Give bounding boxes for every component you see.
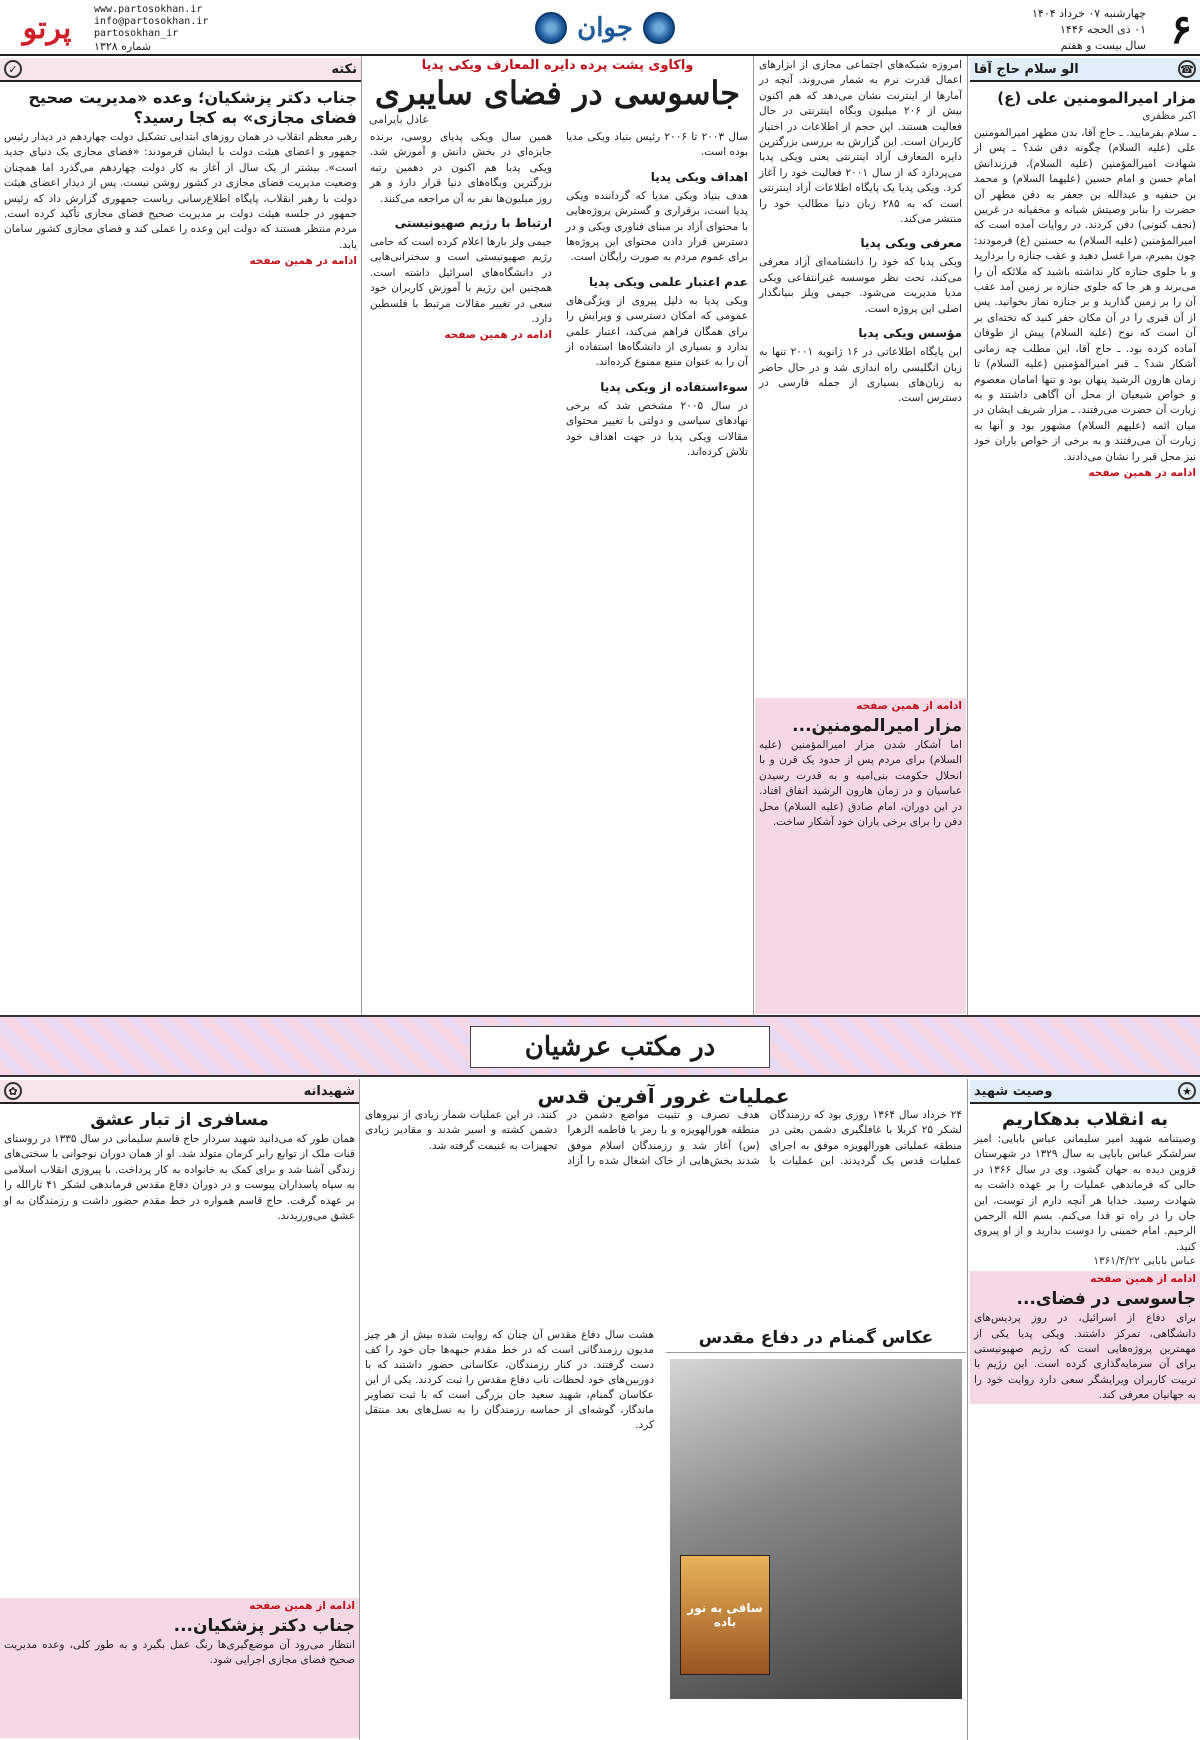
continuation-box — [970, 1271, 1200, 1403]
column-martyrs — [0, 1080, 359, 1738]
subheading: ارتباط با رژیم صهیونیستی — [394, 216, 552, 231]
author-name: عادل بایرامی — [369, 113, 429, 126]
article-body: ویکی پدیا به دلیل پیروی از ویژگی‌های عمومی که امکان دسترسی و ویرایش را برای همگان فراهم می‌کند، اعتبار علمی ندارد و بسیاری از دانشگاه‌ها استفاده از آن را به عنوان منبع ممنوع کرده‌اند. — [566, 294, 748, 369]
contact-block — [94, 4, 208, 40]
article-body: در سال ۲۰۰۵ مشخص شد که برخی نهادهای سیاسی و دولتی با تغییر محتوای مقالات ویکی پدیا در جهت اهداف خود تلاش کرده‌اند. — [566, 399, 748, 459]
column-header — [0, 58, 361, 82]
ornament-icon — [643, 12, 675, 44]
website-link[interactable]: www.partosokhan.ir — [94, 4, 203, 15]
feature-title: جاسوسی در فضای سایبری — [374, 74, 741, 112]
article-body: ویکی پدیا که خود را دانشنامه‌ای آزاد معرفی می‌کند، تحت نظر موسسه غیرانتفاعی ویکی مدیا مدیریت می‌شود. جیمی ویلز بنیانگذار اصلی این پروژه است. — [759, 256, 962, 315]
page-number: ۶ — [1170, 6, 1192, 53]
continue-link[interactable]: ادامه در همین صفحه — [444, 329, 552, 342]
section-banner — [0, 1015, 1200, 1077]
article-body: ۲۴ خرداد سال ۱۳۶۴ روزی بود که رزمندگان لشکر ۲۵ کربلا با غافلگیری دشمن بعثی در منطقه عملیاتی هورالهویزه موفق به اجرای عملیات قدس یک گردیدند. این عملیات با هدف تصرف و تثبیت مواضع دشمن در منطقه هورالهویزه و با رمز یا فاطمه الزهرا (س) آغاز شد و رزمندگان اسلام موفق شدند بخش‌هایی از خاک اشغال شده را آزاد کنند. در این عملیات شمار زیادی از نیروهای دشمن کشته و اسیر شدند و مقادیر زیادی تجهیزات به غنیمت گرفته شد. — [365, 1109, 962, 1168]
medal-icon: ★ — [1178, 1082, 1196, 1100]
column-header — [0, 1080, 359, 1104]
check-icon: ✓ — [4, 60, 22, 78]
continue-label: ادامه از همین صفحه — [856, 700, 962, 712]
article-body: رهبر معظم انقلاب در همان روزهای ابتدایی تشکیل دولت چهاردهم در دیدار رئیس جمهور و اعضای هیئت دولت با ایشان فرمودند: «فضای مجازی یک دنیای جدید است». بیشتر از یک سال از آغاز به کار دولت چهاردهم می‌گذرد اما همچنان وضعیت مدیریت فضای مجازی در کشور روشن نیست. پس از دیدار اعضای هیئت دولت با رهبر انقلاب، پایگاه اطلاع‌رسانی ریاست جمهوری گزارش داد که رئیس جمهور در جلسه هیئت دولت بر مدیریت صحیح فضای مجازی تأکید کرده است. مردم منتظر هستند که دولت این وعده را عملی کند و فضای مجازی کشور سامان یابد. — [4, 131, 357, 251]
social-handle[interactable]: partosokhan_ir — [94, 28, 179, 39]
column-heading: شهیدانه — [303, 1083, 355, 1099]
photographer-photo — [670, 1359, 962, 1699]
subheading: معرفی ویکی پدیا — [860, 236, 962, 251]
column-heading: وصیت شهید — [974, 1083, 1053, 1099]
author-name: اکبر مظفری — [1142, 110, 1196, 122]
article-body: امروزه شبکه‌های اجتماعی مجازی از ابزارهای اعمال قدرت نرم به شمار می‌روند. آنچه در آمارها از اینترنت نشان می‌دهد که هم اکنون بیش از ۲۰۶ میلیون وبگاه اینترنتی در حال فعالیت هستند. این حجم از اطلاعات در اختیار کاربران است. این گزارش به بررسی بزرگترین دایره المعارف آزاد اینترنتی یعنی ویکی پدیا می‌پردازد که از سال ۲۰۰۱ فعالیت خود را آغاز کرد. ویکی پدیا یک پایگاه اطلاعات آزاد اینترنتی است که به ۲۸۵ زبان دنیا مطالب خود را منتشر می‌کند. — [759, 59, 963, 226]
article-body: ـ سلام بفرمایید. ـ حاج آقا، بدن مطهر امیرالمومنین علی (علیه السلام) چگونه دفن شد؟ ـ پس از شهادت امیرالمؤمنین (علیه السلام)، فرزندانش امام حسن و امام حسین (علیهما السلام) و محمد بن حنفیه و عبدالله بن جعفر به دفن مطهر آن حضرت را بنابر وصیتش شبانه و مخفیانه در غریین (نجف کنونی) دفن کردند. در روایات آمده است که امیرالمؤمنین (علیه السلام) به حسنین (ع) فرمودند: چون بمیرم، مرا غسل دهید و عقب جنازه را بردارید و با جلوی جنازه کار نداشته باشید که ملائکه آن را می‌برند و هر جا که جلوی جنازه بر زمین آمد عقب آن را بر زمین گذارید و بر جنازه نماز بخوانید. پس از آن قبری را در آن مکان حفر کنید که تخته‌ای بر آن است که نوح (علیه السلام) پیش از طوفان آماده کرده بود. ـ حاج آقا، این مطلب چه زمانی آشکار شد؟ ـ قبر امیرالمؤمنین (علیه السلام) تا زمان هارون الرشید پنهان بود و تنها امامان معصوم و خواص شیعیان از محل آن آگاهی داشتند و به زیارت آن حضرت می‌رفتند. ـ مزار شریف ایشان در میان ائمه (علیهم السلام) مشهور بود و آنها به زیارت آن می‌رفتند و به برخی از خواص یاران خود نیز محل قبر را نشان می‌دادند. — [974, 127, 1196, 463]
article-body: همین سال ویکی پدیای روسی، برنده جایزه‌ای در بخش دانش و آموزش شد. ویکی پدیا هم اکنون در دهمین رتبه بزرگترین وبگاه‌های دنیا قرار دارد و هر روز میلیون‌ها نفر به آن مراجعه می‌کنند. — [370, 131, 552, 205]
issue-number: شماره ۱۳۲۸ — [94, 40, 152, 53]
hijri-date: ۰۱ ذی الحجه ۱۴۴۶ — [1060, 23, 1146, 36]
phone-icon: ☎ — [1178, 60, 1196, 78]
subheading: اهداف ویکی پدیا — [650, 169, 748, 184]
day-date: چهارشنبه ۰۷ خرداد ۱۴۰۴ — [1032, 7, 1146, 20]
article-body: وصیتنامه شهید امیر سلیمانی عباس بابایی: امیر سرلشکر عباس بابایی به سال ۱۳۲۹ در شهرستان قزوین دیده به جهان گشود. وی در سال ۱۳۶۶ در حالی که فرماندهی عملیات را بر عهده داشت به شهادت رسید. خدایا هر آنچه دارم از توست، این جان را در راه تو فدا می‌کنم. بسم الله الرحمن الرحیم. امام خمینی را دوست بدارید و از او پیروی کنید. — [974, 1133, 1196, 1253]
continue-label: ادامه از همین صفحه — [1090, 1273, 1196, 1286]
signature-line: عباس بابایی ۱۳۶۱/۴/۲۲ — [1093, 1255, 1196, 1268]
article-kicker: واکاوی پشت پرده دایره المعارف ویکی پدیا — [421, 58, 694, 73]
continue-link[interactable]: ادامه در همین صفحه — [249, 255, 357, 268]
continuation-body: انتظار می‌رود آن موضع‌گیری‌ها رنگ عمل بگیرد و به طور کلی، وعده مدیریت صحیح فضای مجازی اجرایی شود. — [4, 1639, 355, 1667]
ornament-icon — [535, 12, 567, 44]
article-body: جیمی ولز بارها اعلام کرده است که حامی رژیم صهیونیستی است و سخنرانی‌هایی در دانشگاه‌های اسرائیل داشته است. همچنین این رژیم با آموزش کاربران خود سعی در تغییر مقالات مرتبط با فلسطین دارد. — [370, 236, 552, 326]
year-label: سال بیست و هفتم — [1060, 39, 1146, 52]
page-header — [0, 0, 1200, 56]
article-title: جناب دکتر پزشکیان؛ وعده «مدیریت صحیح فضای مجازی» به کجا رسید؟ — [28, 88, 357, 127]
subheading: سوءاستفاده از ویکی پدیا — [600, 379, 748, 394]
section-title: جوان — [577, 13, 633, 43]
article-title: مزار امیرالمومنین علی (ع) — [997, 89, 1196, 107]
date-block — [1032, 6, 1146, 54]
continuation-body: اما آشکار شدن مزار امیرالمؤمنین (علیه السلام) برای مردم پس از حدود یک قرن و با انحلال حکومت بنی‌امیه و به قدرت رسیدن عباسیان و در زمان هارون الرشید اتفاق افتاد. در این دوران، امام صادق (علیه السلام) محل دفن را برای برخی یاران خود آشکار ساخت. — [759, 739, 962, 829]
column-ask-cleric — [970, 58, 1200, 1014]
column-note — [0, 58, 361, 1014]
continue-label: ادامه از همین صفحه — [249, 1600, 355, 1612]
section-title-block — [520, 8, 690, 48]
column-martyr-will — [970, 1080, 1200, 1738]
box-body: هشت سال دفاع مقدس آن چنان که روایت شده بیش از هر چیز مدیون رزمندگانی است که در خط مقدم جبهه‌ها جان خود را کف دست گرفتند. در کنار رزمندگان، عکاسانی حضور داشتند که با دوربین‌های خود لحظات ناب دفاع مقدس را ثبت کردند. یکی از این عکاسان گمنام، شهید سعید جان بزرگی است که با ثبت تصاویر ماندگار، گوشه‌ای از حماسه رزمندگان را به نسل‌های بعد منتقل کرد. — [365, 1329, 654, 1431]
continuation-title: جاسوسی در فضای... — [1016, 1289, 1196, 1310]
subheading: مؤسس ویکی پدیا — [858, 326, 962, 341]
continuation-box — [0, 1598, 359, 1738]
continue-link[interactable]: ادامه در همین صفحه — [1088, 466, 1196, 479]
box-title: عکاس گمنام در دفاع مقدس — [666, 1324, 966, 1353]
continuation-title: مزار امیرالمومنین... — [792, 716, 962, 736]
article-title: به انقلاب بدهکاریم — [1002, 1109, 1168, 1130]
newspaper-logo: پرتو — [22, 10, 72, 46]
feature-article — [363, 58, 752, 1014]
continuation-title: جناب دکتر پزشکیان... — [173, 1616, 355, 1636]
article-body: سال ۲۰۰۳ تا ۲۰۰۶ رئیس بنیاد ویکی مدیا بوده است. — [566, 131, 748, 159]
column-operation — [361, 1080, 966, 1738]
column-heading: الو سلام حاج آقا — [974, 61, 1079, 77]
continuation-box — [755, 698, 966, 1014]
subheading: عدم اعتبار علمی ویکی پدیا — [589, 274, 748, 289]
continuation-body: برای دفاع از اسرائیل، در روز پردیس‌های دانشگاهی، تمرکز داشتند. ویکی پدیا یکی از مهمترین پروژه‌هایی است که رژیم صهیونیستی برای آن سرمایه‌گذاری کرده است. این رژیم با تربیت کاربران ویرایشگر سعی دارد روایت خود را به جهانیان معرفی کند. — [974, 1312, 1196, 1402]
film-poster: ساقی به نور باده — [680, 1555, 770, 1675]
article-body: این پایگاه اطلاعاتی در ۱۶ ژانویه ۲۰۰۱ تنها به زبان انگلیسی راه اندازی شد و در حال حاضر به زبان‌های بسیاری از جمله فارسی در دسترس است. — [759, 346, 963, 405]
banner-title: در مکتب عرشیان — [470, 1026, 770, 1068]
article-body: همان طور که می‌دانید شهید سردار حاج قاسم سلیمانی در سال ۱۳۳۵ در روستای قنات ملک از توابع رابر کرمان متولد شد. او از همان دوران نوجوانی با سختی‌های زندگی آشنا شد و برای کمک به خانواده به کار پرداخت. با پیروزی انقلاب اسلامی به سپاه پاسداران پیوست و در دوران دفاع مقدس فرماندهی لشکر ۴۱ ثارالله را بر عهده گرفت. حاج قاسم همواره در خط مقدم حضور داشت و رزمندگان به او عشق می‌ورزیدند. — [4, 1133, 356, 1223]
article-title: عملیات غرور آفرین قدس — [537, 1084, 790, 1108]
column-feature-continuation — [755, 58, 966, 1014]
column-heading: نکته — [331, 61, 357, 77]
article-title: مسافری از تبار عشق — [90, 1110, 269, 1130]
email-link[interactable]: info@partosokhan.ir — [94, 16, 209, 27]
tulip-icon: ✿ — [4, 1082, 22, 1100]
column-header — [970, 58, 1200, 82]
column-header — [970, 1080, 1200, 1104]
article-body: هدف بنیاد ویکی مدیا که گرداننده ویکی پدیا است، برقراری و گسترش پروژه‌هایی با محتوای آزاد بر مبنای فناوری ویکی و در دسترس قرار دادن محتوای این پروژه‌ها برای عموم مردم به صورت رایگان است. — [566, 189, 748, 264]
